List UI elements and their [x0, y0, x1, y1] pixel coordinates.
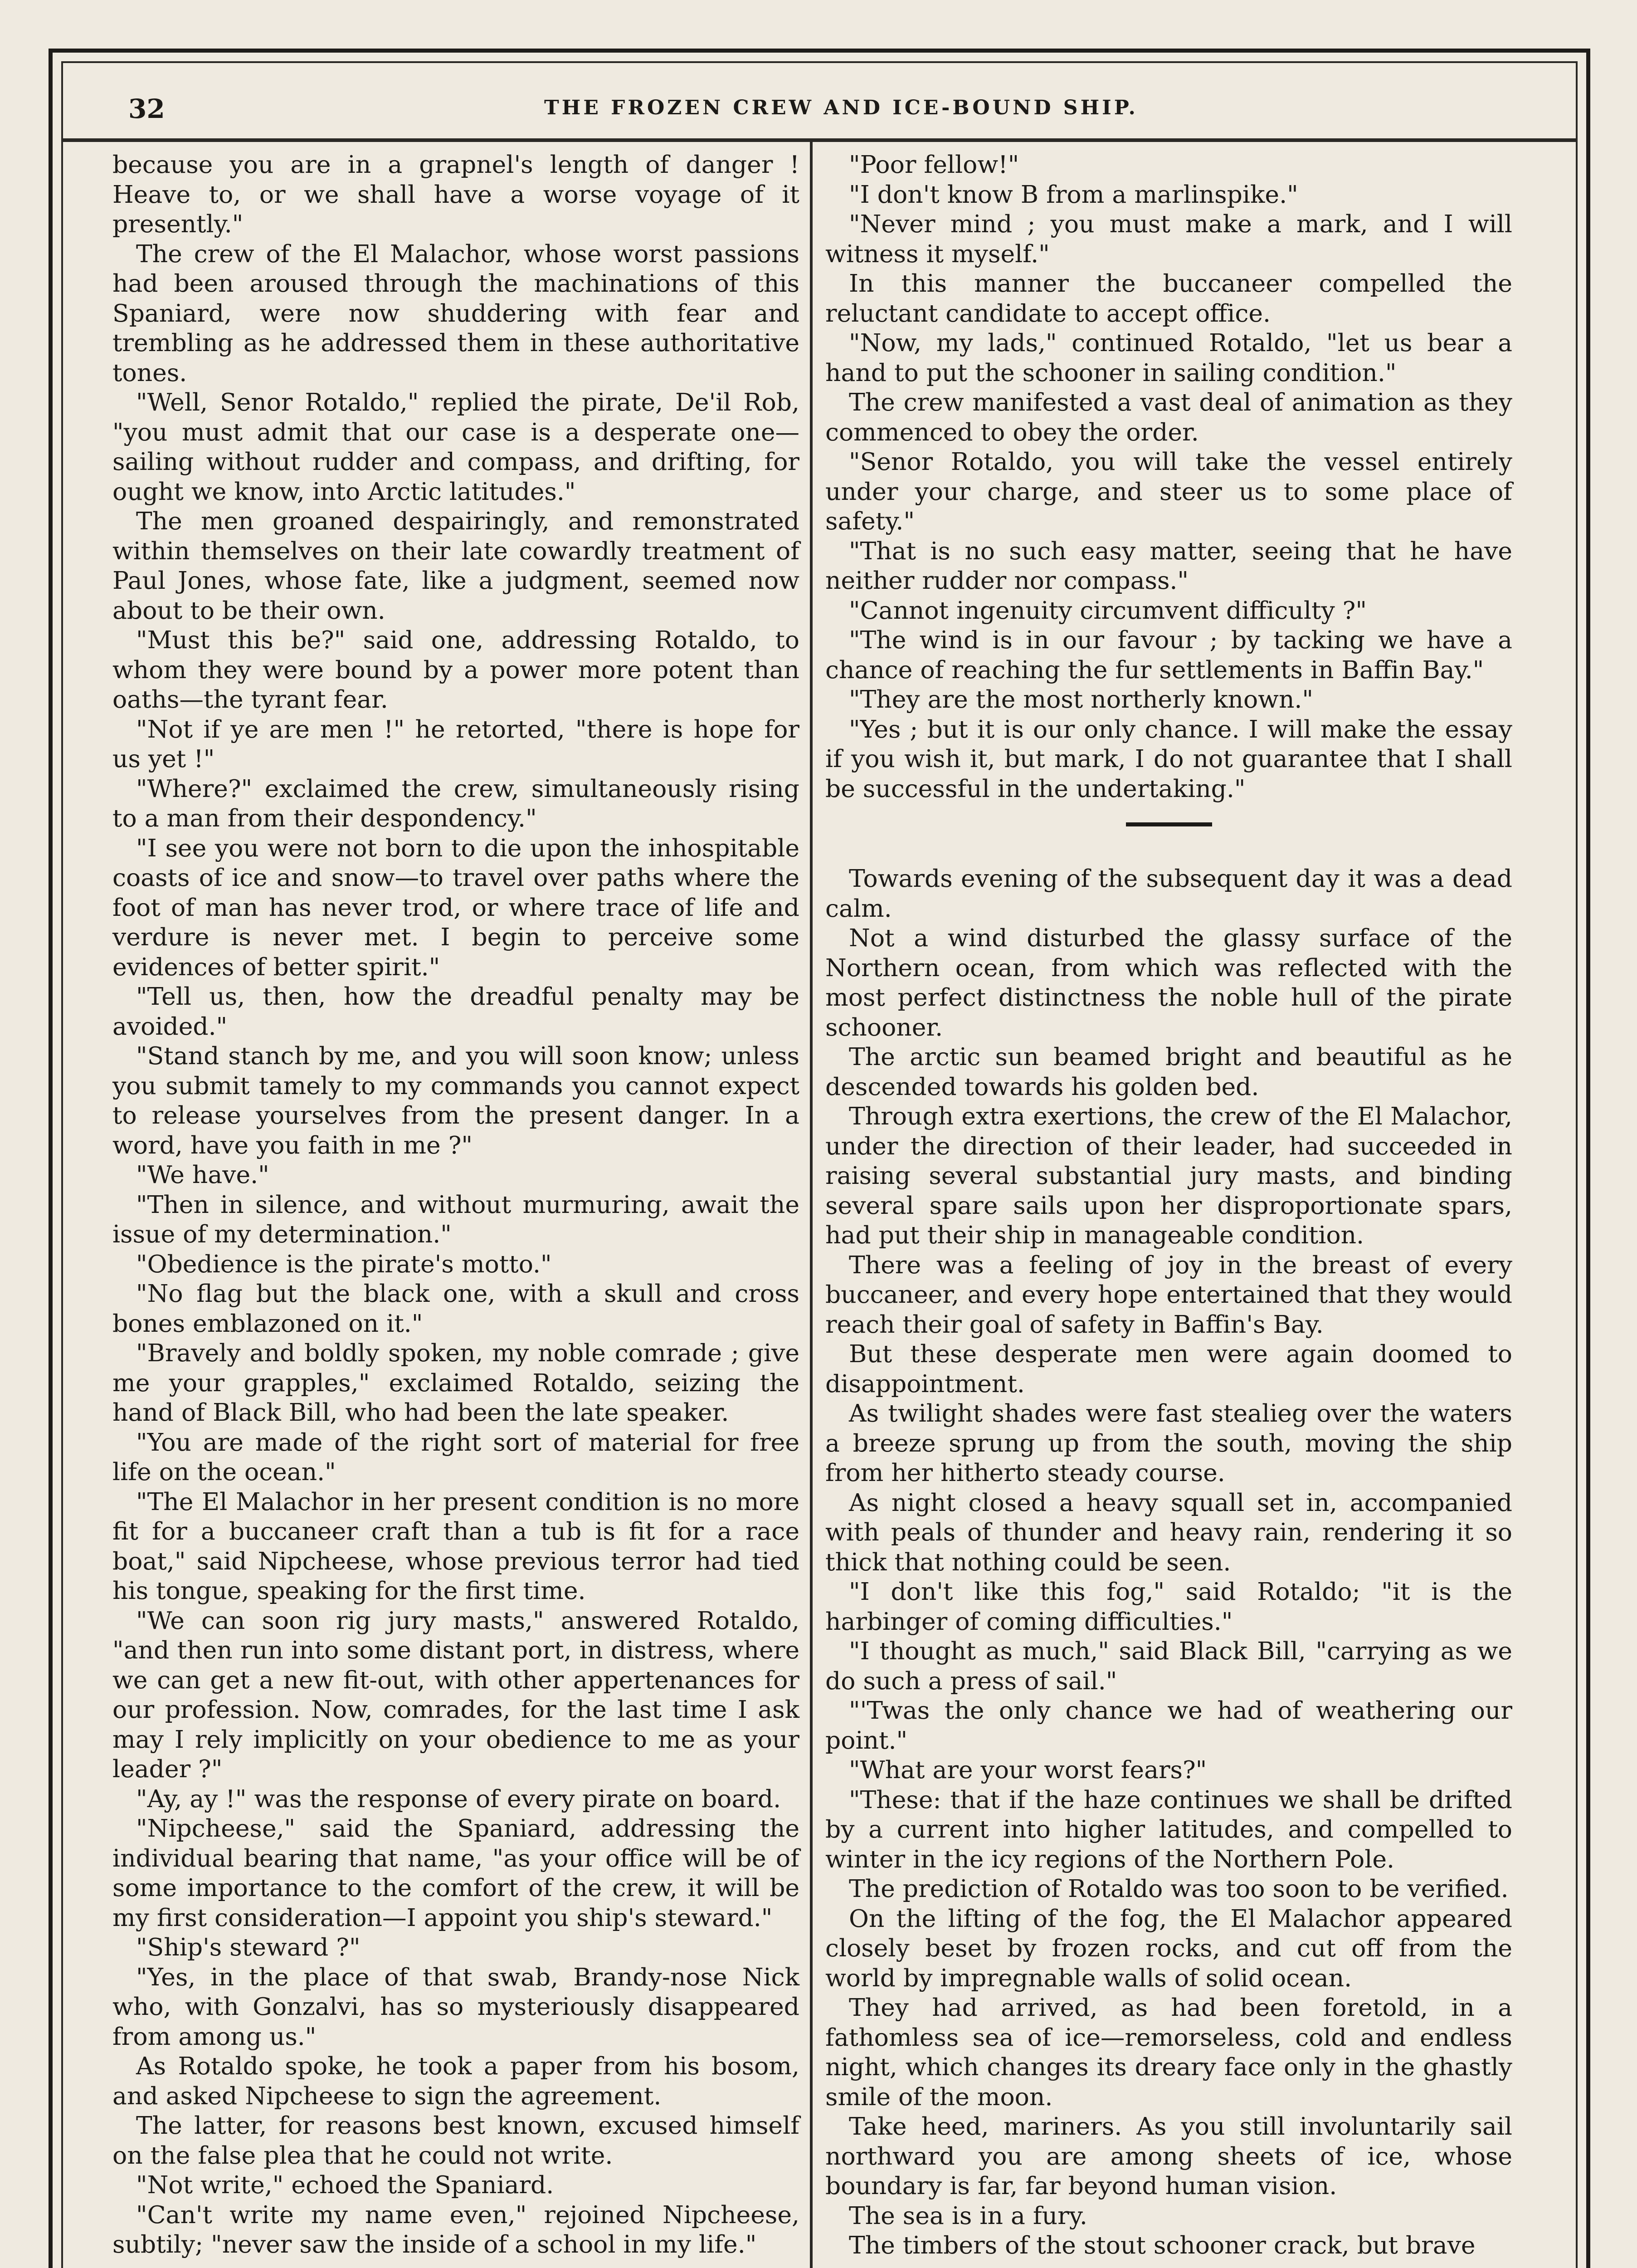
paragraph: "Can't write my name even," rejoined Nipcheese, subtily; "never saw the inside of a school in my life."	[112, 2200, 799, 2258]
paragraph: "I don't like this fog," said Rotaldo; "it is the harbinger of coming difficulties."	[825, 1577, 1512, 1636]
paragraph: "Must this be?" said one, addressing Rotaldo, to whom they were bound by a power more potent than oaths—the tyrant fear.	[112, 626, 799, 714]
paragraph: "Yes ; but it is our only chance. I will make the essay if you wish it, but mark, I do not guarantee that I shall be successful in the undertaking."	[825, 714, 1512, 803]
paragraph: In this manner the buccaneer compelled the reluctant candidate to accept office.	[825, 269, 1512, 327]
paragraph: The crew of the El Malachor, whose worst passions had been aroused through the machinations of this Spaniard, were now shuddering with fear and trembling as he addressed them in these authoritative tones.	[112, 239, 799, 387]
paragraph: "We can soon rig jury masts," answered Rotaldo, "and then run into some distant port, in distress, where we can get a new fit-out, with other appertenances for our profession. Now, comrades, for the last time I ask may I rely implicitly on your obedience to me as your leader ?"	[112, 1606, 799, 1783]
right-column	[825, 150, 1512, 2260]
paragraph: because you are in a grapnel's length of danger ! Heave to, or we shall have a worse voyage of it presently."	[112, 150, 799, 238]
paragraph: The prediction of Rotaldo was too soon to be verified.	[849, 1874, 1509, 1903]
paragraph: The crew manifested a vast deal of animation as they commenced to obey the order.	[825, 388, 1512, 446]
paragraph: "You are made of the right sort of material for free life on the ocean."	[112, 1427, 799, 1486]
paragraph: "Nipcheese," said the Spaniard, addressing the individual bearing that name, "as your office will be of some importance to the comfort of the crew, it will be my first consideration—I appoint you ship's steward."	[112, 1814, 799, 1932]
paragraph: "Now, my lads," continued Rotaldo, "let us bear a hand to put the schooner in sailing condition."	[825, 328, 1512, 387]
paragraph: "Yes, in the place of that swab, Brandy-nose Nick who, with Gonzalvi, has so mysteriously disappeared from among us."	[112, 1962, 799, 2051]
column-rule	[810, 142, 813, 2268]
paragraph: "Well, Senor Rotaldo," replied the pirate, De'il Rob, "you must admit that our case is a desperate one—sailing without rudder and compass, and drifting, for ought we know, into Arctic latitudes."	[112, 388, 799, 506]
paragraph: "Obedience is the pirate's motto."	[136, 1249, 552, 1278]
paragraph: "Ship's steward ?"	[136, 1933, 361, 1961]
paragraph: "I don't know B from a marlinspike."	[849, 180, 1298, 209]
paragraph: Not a wind disturbed the glassy surface of the Northern ocean, from which was reflected with the most perfect distinctness the noble hull of the pirate schooner.	[825, 924, 1512, 1041]
paragraph: "The wind is in our favour ; by tacking we have a chance of reaching the fur settlements in Baffin Bay."	[825, 626, 1512, 684]
paragraph: "Where?" exclaimed the crew, simultaneously rising to a man from their despondency."	[112, 774, 799, 832]
paragraph: Through extra exertions, the crew of the El Malachor, under the direction of their leader, had succeeded in raising several substantial jury masts, and binding several spare sails upon her disproportionate spars, had put their ship in manageable condition.	[825, 1102, 1512, 1249]
paragraph: "Ay, ay !" was the response of every pirate on board.	[136, 1784, 781, 1813]
page-number: 32	[128, 93, 165, 124]
paragraph: "Poor fellow!"	[849, 150, 1019, 179]
paragraph: The sea is in a fury.	[849, 2201, 1087, 2230]
section-divider	[1126, 822, 1212, 826]
paragraph: "That is no such easy matter, seeing that he have neither rudder nor compass."	[825, 536, 1512, 595]
paragraph: "Senor Rotaldo, you will take the vessel entirely under your charge, and steer us to some place of safety."	[825, 447, 1512, 535]
paragraph: Towards evening of the subsequent day it was a dead calm.	[825, 864, 1512, 923]
paragraph: They had arrived, as had been foretold, in a fathomless sea of ice—remorseless, cold and endless night, which changes its dreary face only in the ghastly smile of the moon.	[825, 1993, 1512, 2111]
header-rule	[61, 138, 1578, 142]
paragraph: "Not write," echoed the Spaniard.	[136, 2170, 554, 2199]
paragraph: "Then in silence, and without murmuring, await the issue of my determination."	[112, 1190, 799, 1248]
paragraph: "Stand stanch by me, and you will soon know; unless you submit tamely to my commands you cannot expect to release yourselves from the present danger. In a word, have you faith in me ?"	[112, 1041, 799, 1159]
paragraph: "No flag but the black one, with a skull and cross bones emblazoned on it."	[112, 1279, 799, 1338]
paragraph: "I see you were not born to die upon the inhospitable coasts of ice and snow—to travel over paths where the foot of man has never trod, or where trace of life and verdure is never met. I begin to perceive some evidences of better spirit."	[112, 833, 799, 981]
paragraph: As night closed a heavy squall set in, accompanied with peals of thunder and heavy rain, rendering it so thick that nothing could be seen.	[825, 1488, 1512, 1576]
paragraph: The arctic sun beamed bright and beautiful as he descended towards his golden bed.	[825, 1042, 1512, 1101]
paragraph: "What are your worst fears?"	[849, 1755, 1207, 1784]
paragraph: "'Twas the only chance we had of weathering our point."	[825, 1696, 1512, 1755]
paragraph: There was a feeling of joy in the breast of every buccaneer, and every hope entertained that they would reach their goal of safety in Baffin's Bay.	[825, 1250, 1512, 1339]
paragraph: "Tell us, then, how the dreadful penalty may be avoided."	[112, 982, 799, 1041]
paragraph: The latter, for reasons best known, excused himself on the false plea that he could not write.	[112, 2111, 799, 2170]
paragraph: On the lifting of the fog, the El Malachor appeared closely beset by frozen rocks, and cut off from the world by impregnable walls of solid ocean.	[825, 1904, 1512, 1992]
paragraph: But these desperate men were again doomed to disappointment.	[825, 1339, 1512, 1398]
paragraph: "They are the most northerly known."	[849, 685, 1314, 714]
paragraph: "These: that if the haze continues we shall be drifted by a current into higher latitudes, and compelled to winter in the icy regions of the Northern Pole.	[825, 1785, 1512, 1873]
paragraph: Take heed, mariners. As you still involuntarily sail northward you are among sheets of ice, whose boundary is far, far beyond human vision.	[825, 2112, 1512, 2200]
paragraph: "Cannot ingenuity circumvent difficulty ?"	[849, 596, 1367, 625]
paragraph: The men groaned despairingly, and remonstrated within themselves on their late cowardly treatment of Paul Jones, whose fate, like a judgment, seemed now about to be their own.	[112, 507, 799, 625]
paragraph: As twilight shades were fast stealieg over the waters a breeze sprung up from the south, moving the ship from her hitherto steady course.	[825, 1399, 1512, 1487]
left-column	[112, 150, 799, 2259]
paragraph: "Not if ye are men !" he retorted, "there is hope for us yet !"	[112, 714, 799, 773]
paragraph: "Never mind ; you must make a mark, and I will witness it myself."	[825, 210, 1512, 268]
paragraph: "I thought as much," said Black Bill, "carrying as we do such a press of sail."	[825, 1637, 1512, 1695]
paragraph: "We have."	[136, 1160, 269, 1189]
paragraph: "Bravely and boldly spoken, my noble comrade ; give me your grapples," exclaimed Rotaldo, seizing the hand of Black Bill, who had been the late speaker.	[112, 1339, 799, 1427]
right-column-top	[825, 150, 1512, 803]
paragraph: As Rotaldo spoke, he took a paper from his bosom, and asked Nipcheese to sign the agreement.	[112, 2052, 799, 2110]
running-head: THE FROZEN CREW AND ICE-BOUND SHIP.	[544, 96, 1138, 119]
right-column-bottom	[825, 864, 1512, 2260]
paragraph: "The El Malachor in her present condition is no more fit for a buccaneer craft than a tub is fit for a race boat," said Nipcheese, whose previous terror had tied his tongue, speaking for the first time.	[112, 1487, 799, 1605]
paragraph: The timbers of the stout schooner crack, but brave	[849, 2231, 1476, 2259]
